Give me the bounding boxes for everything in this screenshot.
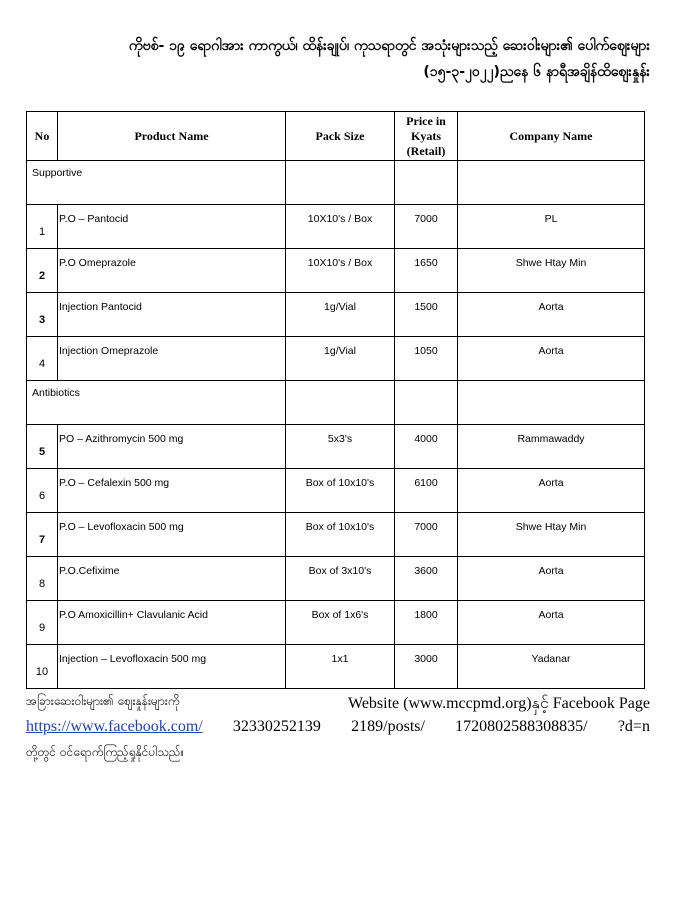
empty-cell xyxy=(395,161,458,205)
cell-company: Aorta xyxy=(458,601,645,645)
footer-line1-text: အခြားဆေးဝါးများ၏ ဈေးနှုန်းများကို xyxy=(26,694,180,708)
cell-no: 7 xyxy=(27,513,58,557)
cell-product-name: P.O – Cefalexin 500 mg xyxy=(58,469,286,513)
column-header-pack: Pack Size xyxy=(286,112,395,161)
section-row xyxy=(27,381,645,425)
cell-product-name: P.O – Pantocid xyxy=(58,205,286,249)
cell-pack-size: Box of 1x6's xyxy=(286,601,395,645)
column-header-company: Company Name xyxy=(458,112,645,161)
cell-company: Aorta xyxy=(458,469,645,513)
empty-cell xyxy=(286,381,395,425)
cell-no: 4 xyxy=(27,337,58,381)
cell-product-name: P.O Omeprazole xyxy=(58,249,286,293)
table-row xyxy=(27,601,645,645)
cell-company: Rammawaddy xyxy=(458,425,645,469)
table-row xyxy=(27,425,645,469)
table-row xyxy=(27,293,645,337)
empty-cell xyxy=(458,381,645,425)
link-part: 1720802588308835/ xyxy=(455,718,588,735)
cell-company: Aorta xyxy=(458,293,645,337)
cell-company: Shwe Htay Min xyxy=(458,249,645,293)
cell-company: Aorta xyxy=(458,557,645,601)
cell-no: 10 xyxy=(27,645,58,689)
cell-product-name: Injection Pantocid xyxy=(58,293,286,337)
table-row xyxy=(27,249,645,293)
cell-product-name: Injection – Levofloxacin 500 mg xyxy=(58,645,286,689)
table-row xyxy=(27,469,645,513)
table-row xyxy=(27,645,645,689)
cell-price: 7000 xyxy=(395,513,458,557)
section-row xyxy=(27,161,645,205)
cell-product-name: P.O.Cefixime xyxy=(58,557,286,601)
empty-cell xyxy=(395,381,458,425)
table-row xyxy=(27,557,645,601)
cell-no: 3 xyxy=(27,293,58,337)
cell-pack-size: 1x1 xyxy=(286,645,395,689)
document-title-line1: ကိုဗစ်- ၁၉ ရောဂါအား ကာကွယ်၊ ထိန်းချုပ်၊ ကုသရာတွင် အသုံးများသည့် ဆေးဝါးများ၏ ပေါက်စျေးများ xyxy=(128,38,650,54)
link-part: 32330252139 xyxy=(232,718,321,735)
table-row xyxy=(27,337,645,381)
cell-price: 1500 xyxy=(395,293,458,337)
cell-no: 5 xyxy=(27,425,58,469)
link-part: ?d=n xyxy=(617,718,650,735)
cell-price: 1050 xyxy=(395,337,458,381)
cell-price: 3600 xyxy=(395,557,458,601)
section-label: Supportive xyxy=(27,161,286,205)
column-header-no: No xyxy=(27,112,58,161)
cell-product-name: P.O Amoxicillin+ Clavulanic Acid xyxy=(58,601,286,645)
cell-pack-size: 5x3's xyxy=(286,425,395,469)
empty-cell xyxy=(286,161,395,205)
cell-price: 1650 xyxy=(395,249,458,293)
cell-price: 7000 xyxy=(395,205,458,249)
cell-price: 1800 xyxy=(395,601,458,645)
cell-no: 8 xyxy=(27,557,58,601)
table-row xyxy=(27,513,645,557)
cell-pack-size: 10X10's / Box xyxy=(286,205,395,249)
facebook-link[interactable]: https://www.facebook.com/ xyxy=(26,718,203,735)
cell-company: Aorta xyxy=(458,337,645,381)
cell-pack-size: Box of 10x10's xyxy=(286,513,395,557)
cell-price: 4000 xyxy=(395,425,458,469)
section-label: Antibiotics xyxy=(27,381,286,425)
cell-no: 6 xyxy=(27,469,58,513)
cell-price: 3000 xyxy=(395,645,458,689)
table-row xyxy=(27,205,645,249)
cell-product-name: PO – Azithromycin 500 mg xyxy=(58,425,286,469)
column-header-price: Price in Kyats (Retail) xyxy=(395,112,458,161)
cell-product-name: Injection Omeprazole xyxy=(58,337,286,381)
cell-pack-size: Box of 3x10's xyxy=(286,557,395,601)
document-title-line2: (၁၅-၃-၂၀၂၂)ညနေ ၆ နာရီအချိန်ထိစျေးနှုန်း xyxy=(423,64,650,80)
cell-no: 1 xyxy=(27,205,58,249)
cell-no: 9 xyxy=(27,601,58,645)
footer-line3: တို့တွင် ဝင်ရောက်ကြည့်ရှုနိုင်ပါသည်။ xyxy=(26,745,185,759)
cell-price: 6100 xyxy=(395,469,458,513)
cell-company: PL xyxy=(458,205,645,249)
cell-no: 2 xyxy=(27,249,58,293)
cell-product-name: P.O – Levofloxacin 500 mg xyxy=(58,513,286,557)
footer-website-text: Website (www.mccpmd.org)နှင့် Facebook Page xyxy=(348,695,650,712)
cell-pack-size: 1g/Vial xyxy=(286,337,395,381)
cell-company: Yadanar xyxy=(458,645,645,689)
cell-pack-size: Box of 10x10's xyxy=(286,469,395,513)
link-part: 2189/posts/ xyxy=(351,718,425,735)
column-header-product: Product Name xyxy=(58,112,286,161)
price-table xyxy=(26,111,645,689)
cell-pack-size: 1g/Vial xyxy=(286,293,395,337)
table-header-row xyxy=(27,112,645,161)
empty-cell xyxy=(458,161,645,205)
footer-link-line xyxy=(26,718,650,736)
cell-company: Shwe Htay Min xyxy=(458,513,645,557)
footer-line1 xyxy=(26,692,650,716)
cell-pack-size: 10X10's / Box xyxy=(286,249,395,293)
